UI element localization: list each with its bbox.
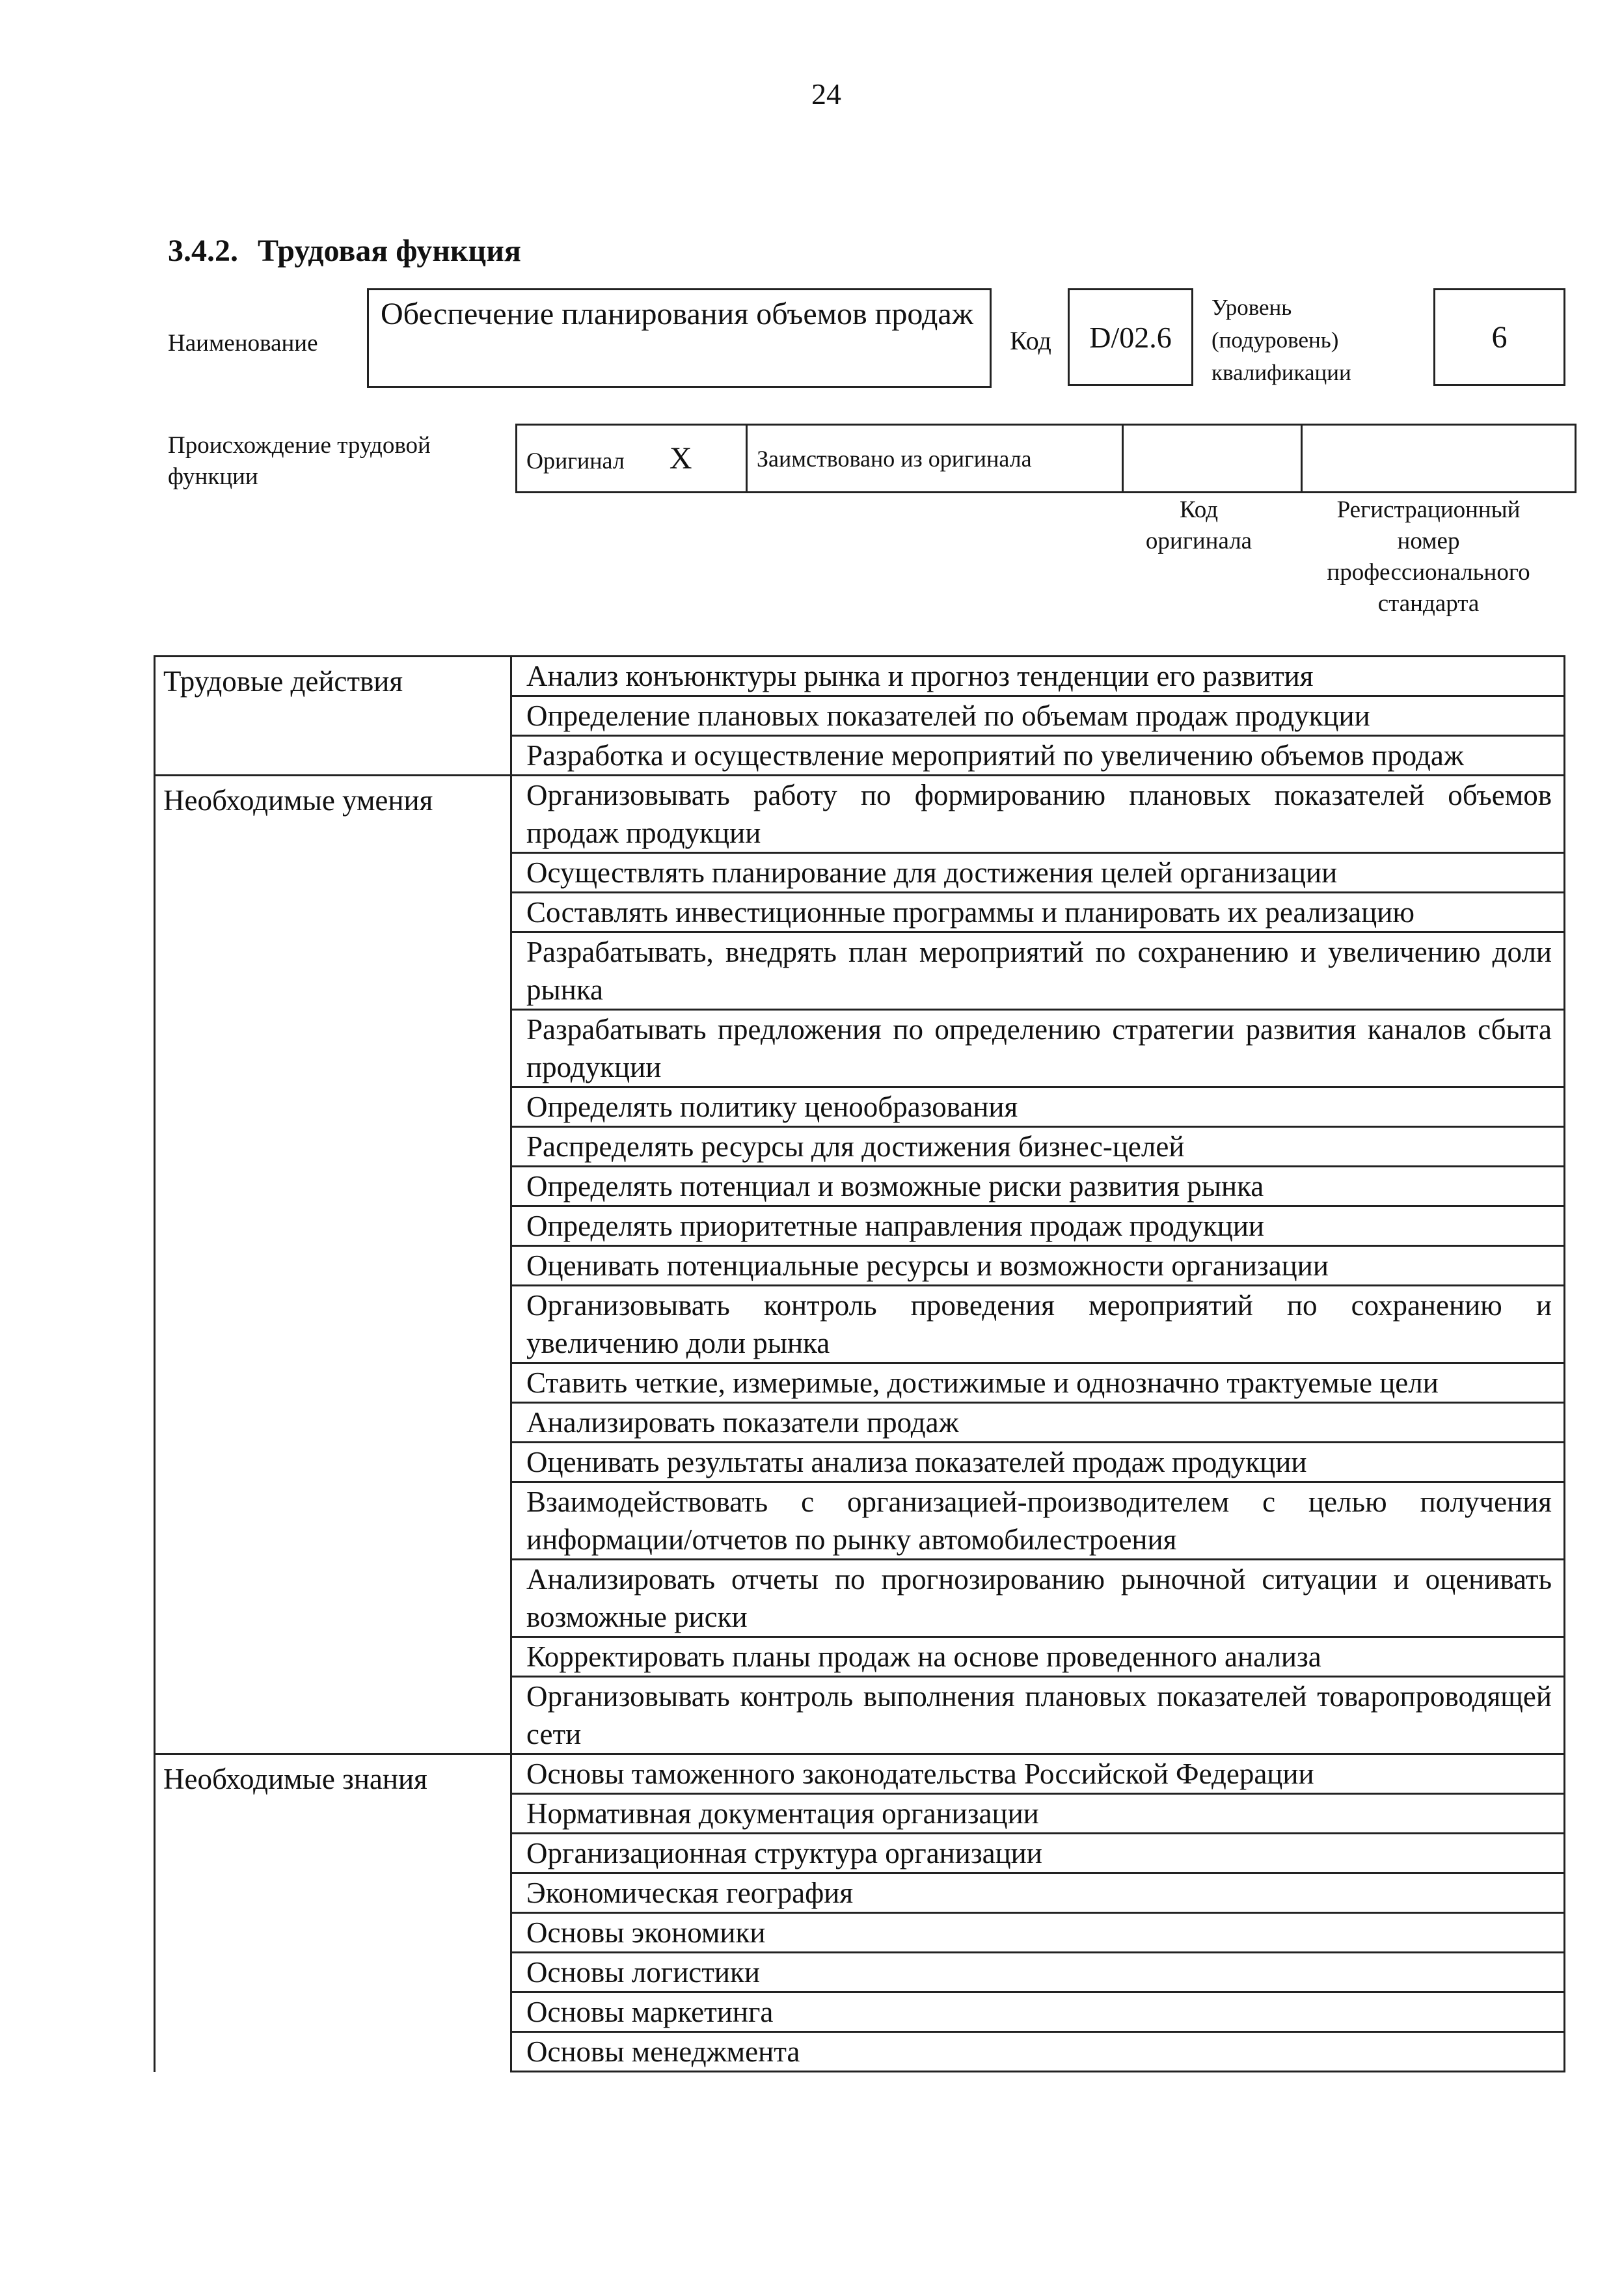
list-item: Осуществлять планирование для достижения целей организации (511, 853, 1565, 893)
caption-line: стандарта (1377, 590, 1480, 617)
list-item: Разрабатывать, внедрять план мероприятий по сохранению и увеличению доли рынка (511, 932, 1565, 1010)
list-item: Составлять инвестиционные программы и планировать их реализацию (511, 893, 1565, 932)
list-item: Анализировать показатели продаж (511, 1403, 1565, 1443)
list-item: Определение плановых показателей по объемам продаж продукции (511, 696, 1565, 736)
section-title: Трудовая функция (258, 234, 521, 268)
labor-function-table (154, 655, 1565, 2072)
table-row (155, 776, 1565, 853)
section-category: Трудовые действия (155, 657, 511, 776)
list-item: Ставить четкие, измеримые, достижимые и однозначно трактуемые цели (511, 1363, 1565, 1403)
caption-line: Регистрационный (1336, 496, 1521, 523)
list-item: Определять политику ценообразования (511, 1087, 1565, 1127)
section-category: Необходимые умения (155, 776, 511, 1754)
caption-line: профессионального (1327, 559, 1530, 586)
list-item: Организовывать работу по формированию плановых показателей объемов продаж продукции (511, 776, 1565, 853)
list-item: Разрабатывать предложения по определению стратегии развития каналов сбыта продукции (511, 1010, 1565, 1087)
list-item: Корректировать планы продаж на основе проведенного анализа (511, 1637, 1565, 1677)
caption-line: оригинала (1145, 528, 1252, 554)
caption-line: номер (1397, 528, 1460, 554)
list-item: Организовывать контроль выполнения плановых показателей товаропроводящей сети (511, 1677, 1565, 1754)
list-item: Взаимодействовать с организацией-производителем с целью получения информации/отчетов по рынку автомобилестроения (511, 1482, 1565, 1560)
original-code-caption (1106, 495, 1292, 557)
page-number: 24 (811, 77, 841, 111)
list-item: Основы маркетинга (511, 1992, 1565, 2032)
level-label-line: квалификации (1211, 360, 1351, 385)
list-item: Распределять ресурсы для достижения бизнес-целей (511, 1127, 1565, 1167)
section-heading (168, 233, 521, 269)
list-item: Организовывать контроль проведения мероприятий по сохранению и увеличению доли рынка (511, 1286, 1565, 1363)
caption-line: Код (1179, 496, 1219, 523)
section-number: 3.4.2. (168, 234, 238, 268)
list-item: Основы логистики (511, 1953, 1565, 1992)
list-item: Определять приоритетные направления продаж продукции (511, 1206, 1565, 1246)
origin-table (515, 424, 1577, 493)
original-cell (517, 425, 747, 493)
list-item: Определять потенциал и возможные риски развития рынка (511, 1167, 1565, 1206)
name-label: Наименование (168, 330, 318, 357)
registration-number-cell (1302, 425, 1576, 493)
registration-number-caption (1292, 495, 1565, 619)
qualification-level-value: 6 (1433, 288, 1565, 386)
origin-label-line: функции (168, 463, 258, 490)
original-code-cell (1123, 425, 1302, 493)
list-item: Оценивать результаты анализа показателей продаж продукции (511, 1443, 1565, 1482)
section-category: Необходимые знания (155, 1754, 511, 2072)
list-item: Разработка и осуществление мероприятий по увеличению объемов продаж (511, 736, 1565, 776)
list-item: Анализировать отчеты по прогнозированию рыночной ситуации и оценивать возможные риски (511, 1560, 1565, 1637)
list-item: Основы менеджмента (511, 2032, 1565, 2072)
list-item: Анализ конъюнктуры рынка и прогноз тенденции его развития (511, 657, 1565, 696)
code-value: D/02.6 (1068, 288, 1193, 386)
origin-label (168, 430, 431, 493)
list-item: Экономическая география (511, 1873, 1565, 1913)
table-row (155, 657, 1565, 696)
original-label: Оригинал (526, 448, 625, 474)
list-item: Основы экономики (511, 1913, 1565, 1953)
code-label: Код (1010, 326, 1051, 355)
borrowed-cell: Заимствовано из оригинала (747, 425, 1123, 493)
list-item: Основы таможенного законодательства Российской Федерации (511, 1754, 1565, 1794)
list-item: Нормативная документация организации (511, 1794, 1565, 1834)
name-value: Обеспечение планирования объемов продаж (367, 288, 992, 388)
list-item: Организационная структура организации (511, 1834, 1565, 1873)
table-row (155, 1754, 1565, 1794)
original-mark: X (669, 441, 692, 476)
qualification-level-label (1211, 292, 1351, 389)
list-item: Оценивать потенциальные ресурсы и возможности организации (511, 1246, 1565, 1286)
level-label-line: (подуровень) (1211, 327, 1339, 353)
origin-label-line: Происхождение трудовой (168, 432, 431, 459)
level-label-line: Уровень (1211, 295, 1292, 320)
